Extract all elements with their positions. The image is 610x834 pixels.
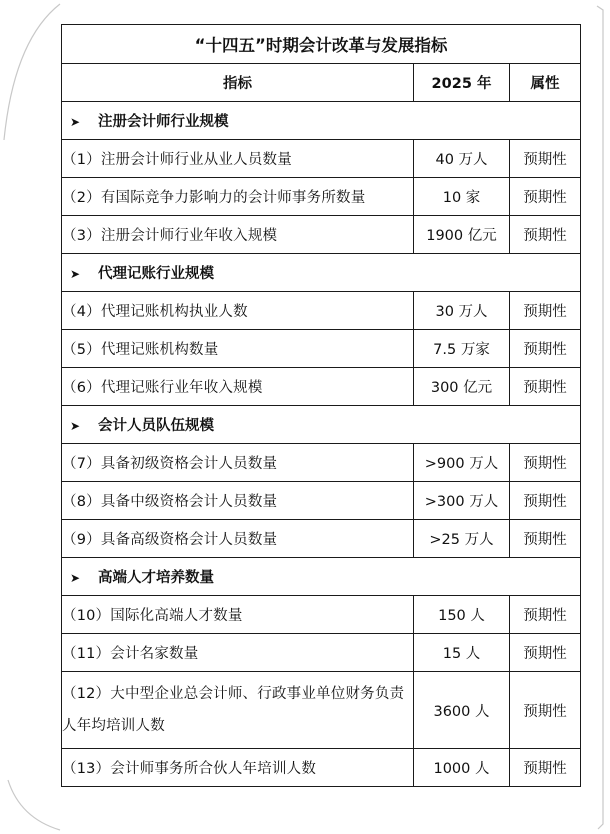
section-row — [62, 254, 581, 292]
section-cell — [62, 102, 581, 140]
section-title: 会计人员队伍规模 — [98, 418, 214, 434]
target-value: 30 万人 — [414, 292, 510, 330]
indicator-name: （3）注册会计师行业年收入规模 — [62, 216, 414, 254]
indicator-name: （10）国际化高端人才数量 — [62, 596, 414, 634]
attribute-value: 预期性 — [510, 368, 581, 406]
table-row — [62, 596, 581, 634]
arrow-bullet-icon: ➤ — [70, 571, 81, 585]
arrow-bullet-icon: ➤ — [70, 419, 81, 433]
section-title: 注册会计师行业规模 — [98, 114, 229, 130]
section-row — [62, 102, 581, 140]
header-year: 2025 年 — [414, 64, 510, 102]
section-title: 高端人才培养数量 — [98, 570, 214, 586]
attribute-value: 预期性 — [510, 672, 581, 749]
table-row — [62, 178, 581, 216]
table-row — [62, 292, 581, 330]
table-row — [62, 520, 581, 558]
attribute-value: 预期性 — [510, 444, 581, 482]
indicator-name: （6）代理记账行业年收入规模 — [62, 368, 414, 406]
attribute-value: 预期性 — [510, 634, 581, 672]
section-cell — [62, 254, 581, 292]
table-row — [62, 140, 581, 178]
table-title-row — [62, 25, 581, 64]
table-row — [62, 672, 581, 749]
attribute-value: 预期性 — [510, 140, 581, 178]
indicator-name: （5）代理记账机构数量 — [62, 330, 414, 368]
attribute-value: 预期性 — [510, 216, 581, 254]
target-value: >25 万人 — [414, 520, 510, 558]
table-row — [62, 482, 581, 520]
target-value: 3600 人 — [414, 672, 510, 749]
table-row — [62, 216, 581, 254]
arrow-bullet-icon: ➤ — [70, 115, 81, 129]
section-row — [62, 406, 581, 444]
header-attribute: 属性 — [510, 64, 581, 102]
arrow-bullet-icon: ➤ — [70, 267, 81, 281]
section-cell — [62, 558, 581, 596]
table-row — [62, 749, 581, 787]
attribute-value: 预期性 — [510, 749, 581, 787]
section-title: 代理记账行业规模 — [98, 266, 214, 282]
attribute-value: 预期性 — [510, 520, 581, 558]
attribute-value: 预期性 — [510, 178, 581, 216]
target-value: 150 人 — [414, 596, 510, 634]
indicator-name: （12）大中型企业总会计师、行政事业单位财务负责人年均培训人数 — [62, 672, 414, 749]
table-title: “十四五”时期会计改革与发展指标 — [62, 25, 581, 64]
attribute-value: 预期性 — [510, 330, 581, 368]
attribute-value: 预期性 — [510, 292, 581, 330]
target-value: >300 万人 — [414, 482, 510, 520]
target-value: 1000 人 — [414, 749, 510, 787]
attribute-value: 预期性 — [510, 482, 581, 520]
header-indicator: 指标 — [62, 64, 414, 102]
target-value: >900 万人 — [414, 444, 510, 482]
table-row — [62, 330, 581, 368]
target-value: 300 亿元 — [414, 368, 510, 406]
indicator-name: （1）注册会计师行业从业人员数量 — [62, 140, 414, 178]
indicator-name: （11）会计名家数量 — [62, 634, 414, 672]
indicator-table — [61, 24, 581, 787]
target-value: 40 万人 — [414, 140, 510, 178]
table-header-row — [62, 64, 581, 102]
indicator-name: （2）有国际竞争力影响力的会计师事务所数量 — [62, 178, 414, 216]
table-row — [62, 634, 581, 672]
section-row — [62, 558, 581, 596]
indicator-name: （8）具备中级资格会计人员数量 — [62, 482, 414, 520]
indicator-name: （13）会计师事务所合伙人年培训人数 — [62, 749, 414, 787]
indicator-name: （4）代理记账机构执业人数 — [62, 292, 414, 330]
table-row — [62, 368, 581, 406]
target-value: 1900 亿元 — [414, 216, 510, 254]
indicator-name: （9）具备高级资格会计人员数量 — [62, 520, 414, 558]
section-cell — [62, 406, 581, 444]
table-row — [62, 444, 581, 482]
attribute-value: 预期性 — [510, 596, 581, 634]
target-value: 15 人 — [414, 634, 510, 672]
target-value: 10 家 — [414, 178, 510, 216]
target-value: 7.5 万家 — [414, 330, 510, 368]
indicator-name: （7）具备初级资格会计人员数量 — [62, 444, 414, 482]
